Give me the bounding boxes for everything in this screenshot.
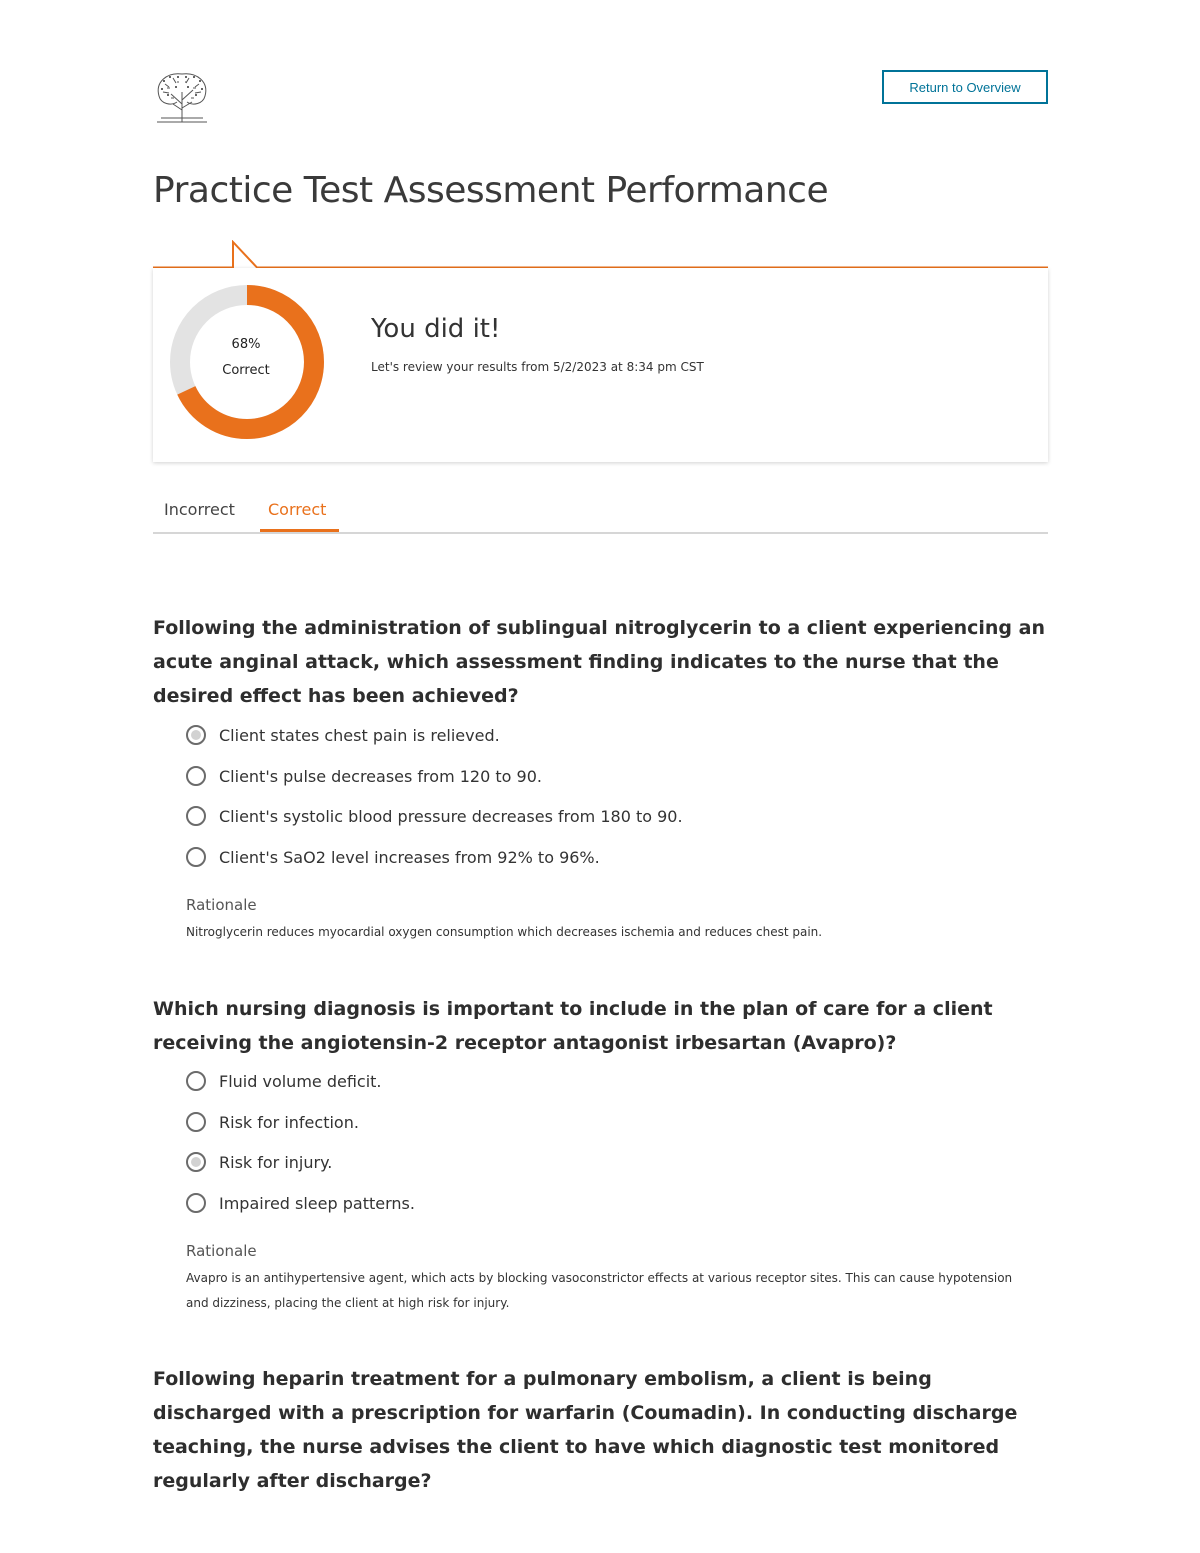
- question-1-option-1[interactable]: [186, 722, 500, 748]
- page-title: Practice Test Assessment Performance: [153, 170, 829, 211]
- option-label: Risk for injury.: [219, 1152, 333, 1172]
- tab-correct[interactable]: Correct: [268, 500, 327, 519]
- score-label: Correct: [222, 363, 270, 378]
- question-2-text: Which nursing diagnosis is important to include in the plan of care for a client receiving the angiotensin-2 receptor antagonist irbesartan (Avapro)?: [153, 998, 993, 1054]
- question-1-option-3[interactable]: [186, 803, 683, 829]
- option-label: Client's systolic blood pressure decreases from 180 to 90.: [219, 806, 683, 826]
- result-subtext: Let's review your results from 5/2/2023 at 8:34 pm CST: [371, 360, 704, 374]
- question-1-option-4[interactable]: [186, 844, 600, 870]
- option-label: Impaired sleep patterns.: [219, 1193, 415, 1213]
- active-tab-indicator: [260, 529, 339, 532]
- radio-button[interactable]: [186, 766, 206, 786]
- score-donut-chart: [167, 282, 327, 442]
- option-label: Client states chest pain is relieved.: [219, 725, 500, 745]
- radio-button[interactable]: [186, 1112, 206, 1132]
- radio-button-selected[interactable]: [186, 1152, 206, 1172]
- score-percent: 68%: [231, 337, 261, 352]
- option-label: Client's SaO2 level increases from 92% to 96%.: [219, 847, 600, 867]
- card-pointer-notch: [153, 240, 1048, 270]
- question-1-rationale-text: Nitroglycerin reduces myocardial oxygen consumption which decreases ischemia and reduces chest pain.: [186, 925, 823, 939]
- results-tabs: [153, 496, 1048, 534]
- radio-button[interactable]: [186, 806, 206, 826]
- question-3-text: Following heparin treatment for a pulmonary embolism, a client is being discharged with a prescription for warfarin (Coumadin). In conducting discharge teaching, the nurse advises the client to have which diagnostic test monitored regularly after discharge?: [153, 1368, 1018, 1492]
- option-label: Fluid volume deficit.: [219, 1071, 382, 1091]
- result-heading: You did it!: [371, 314, 501, 344]
- question-2-option-3[interactable]: [186, 1149, 332, 1175]
- option-label: Risk for infection.: [219, 1112, 359, 1132]
- tab-incorrect[interactable]: Incorrect: [164, 500, 235, 519]
- option-label: Client's pulse decreases from 120 to 90.: [219, 766, 542, 786]
- return-to-overview-button[interactable]: Return to Overview: [882, 70, 1048, 104]
- radio-button[interactable]: [186, 1071, 206, 1091]
- question-2-rationale-title: Rationale: [186, 1242, 257, 1260]
- question-2-option-4[interactable]: [186, 1190, 415, 1216]
- radio-button[interactable]: [186, 847, 206, 867]
- question-1-rationale-title: Rationale: [186, 896, 257, 914]
- question-2-option-1[interactable]: [186, 1068, 382, 1094]
- question-2-rationale-text: Avapro is an antihypertensive agent, which acts by blocking vasoconstrictor effects at various receptor sites. This can cause hypotension and dizziness, placing the client at high risk for injury.: [186, 1271, 1013, 1310]
- question-2-option-2[interactable]: [186, 1109, 359, 1135]
- question-1-text: Following the administration of sublingual nitroglycerin to a client experiencing an acute anginal attack, which assessment finding indicates to the nurse that the desired effect has been achieved?: [153, 617, 1045, 707]
- score-summary-card: [153, 268, 1048, 462]
- question-1-option-2[interactable]: [186, 763, 542, 789]
- elsevier-tree-logo-icon: [153, 70, 211, 126]
- radio-button-selected[interactable]: [186, 725, 206, 745]
- radio-button[interactable]: [186, 1193, 206, 1213]
